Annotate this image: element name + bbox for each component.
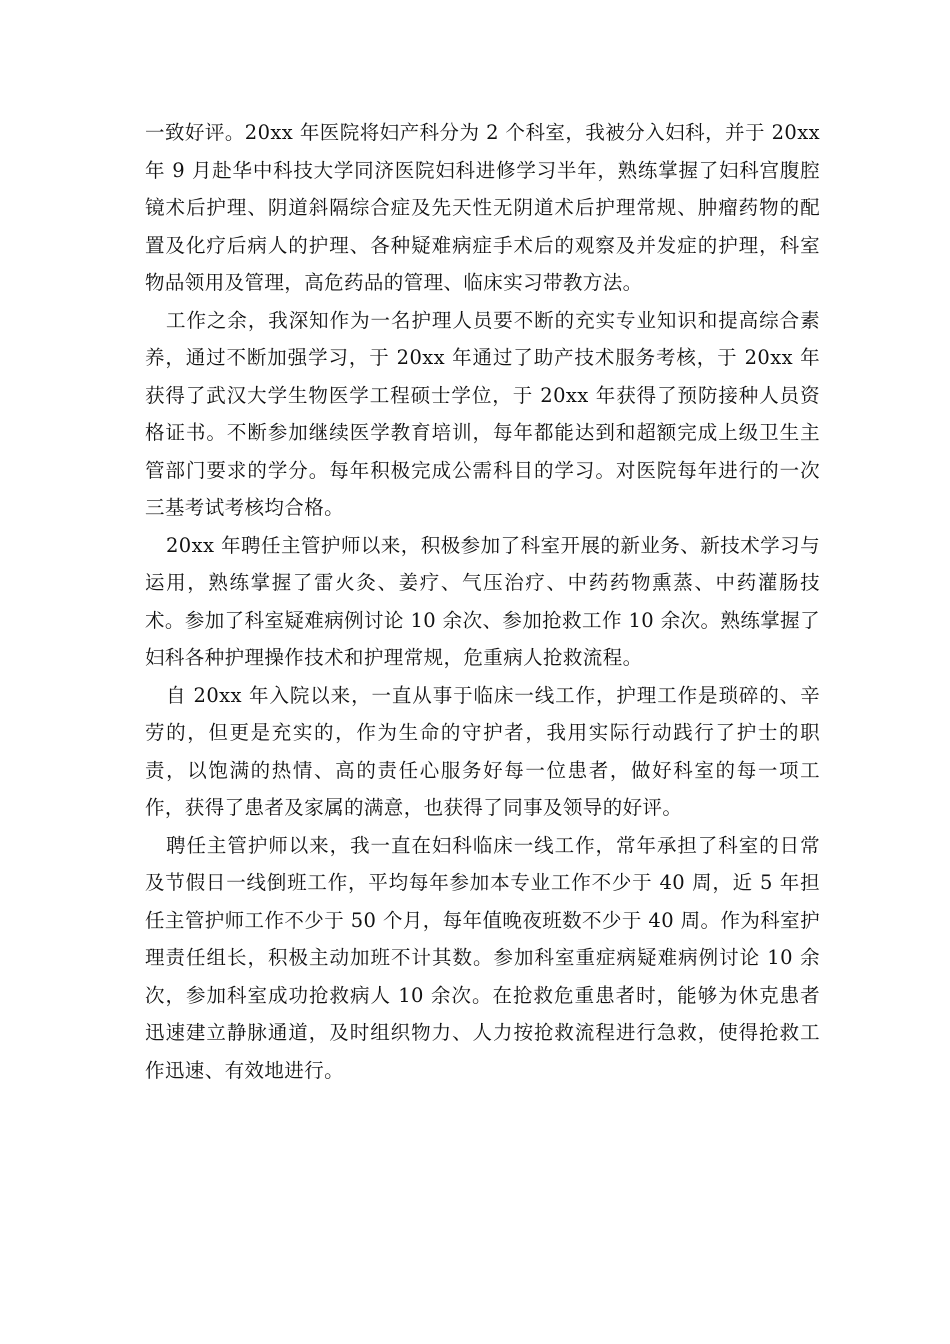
- document-body: [145, 114, 820, 1089]
- paragraph-3: 20xx 年聘任主管护师以来，积极参加了科室开展的新业务、新技术学习与运用，熟练掌握了雷火灸、姜疗、气压治疗、中药药物熏蒸、中药灌肠技术。参加了科室疑难病例讨论 10 余次、参加抢救工作 10 余次。熟练掌握了妇科各种护理操作技术和护理常规，危重病人抢救流程。: [145, 533, 820, 669]
- paragraph-4: 自 20xx 年入院以来，一直从事于临床一线工作，护理工作是琐碎的、辛劳的，但更是充实的，作为生命的守护者，我用实际行动践行了护士的职责，以饱满的热情、高的责任心服务好每一位患者，做好科室的每一项工作，获得了患者及家属的满意，也获得了同事及领导的好评。: [145, 683, 820, 819]
- paragraph-5: 聘任主管护师以来，我一直在妇科临床一线工作，常年承担了科室的日常及节假日一线倒班工作，平均每年参加本专业工作不少于 40 周，近 5 年担任主管护师工作不少于 50 个月，每年值晚夜班数不少于 40 周。作为科室护理责任组长，积极主动加班不计其数。参加科室重症病疑难病例讨论 10 余次，参加科室成功抢救病人 10 余次。在抢救危重患者时，能够为休克患者迅速建立静脉通道，及时组织物力、人力按抢救流程进行急救，使得抢救工作迅速、有效地进行。: [145, 833, 820, 1082]
- paragraph-2: 工作之余，我深知作为一名护理人员要不断的充实专业知识和提高综合素养，通过不断加强学习，于 20xx 年通过了助产技术服务考核，于 20xx 年获得了武汉大学生物医学工程硕士学位，于 20xx 年获得了预防接种人员资格证书。不断参加继续医学教育培训，每年都能达到和超额完成上级卫生主管部门要求的学分。每年积极完成公需科目的学习。对医院每年进行的一次三基考试考核均合格。: [145, 308, 820, 519]
- paragraph-1: 一致好评。20xx 年医院将妇产科分为 2 个科室，我被分入妇科，并于 20xx 年 9 月赴华中科技大学同济医院妇科进修学习半年，熟练掌握了妇科宫腹腔镜术后护理、阴道斜隔综合症及先天性无阴道术后护理常规、肿瘤药物的配置及化疗后病人的护理、各种疑难病症手术后的观察及并发症的护理，科室物品领用及管理，高危药品的管理、临床实习带教方法。: [145, 121, 820, 294]
